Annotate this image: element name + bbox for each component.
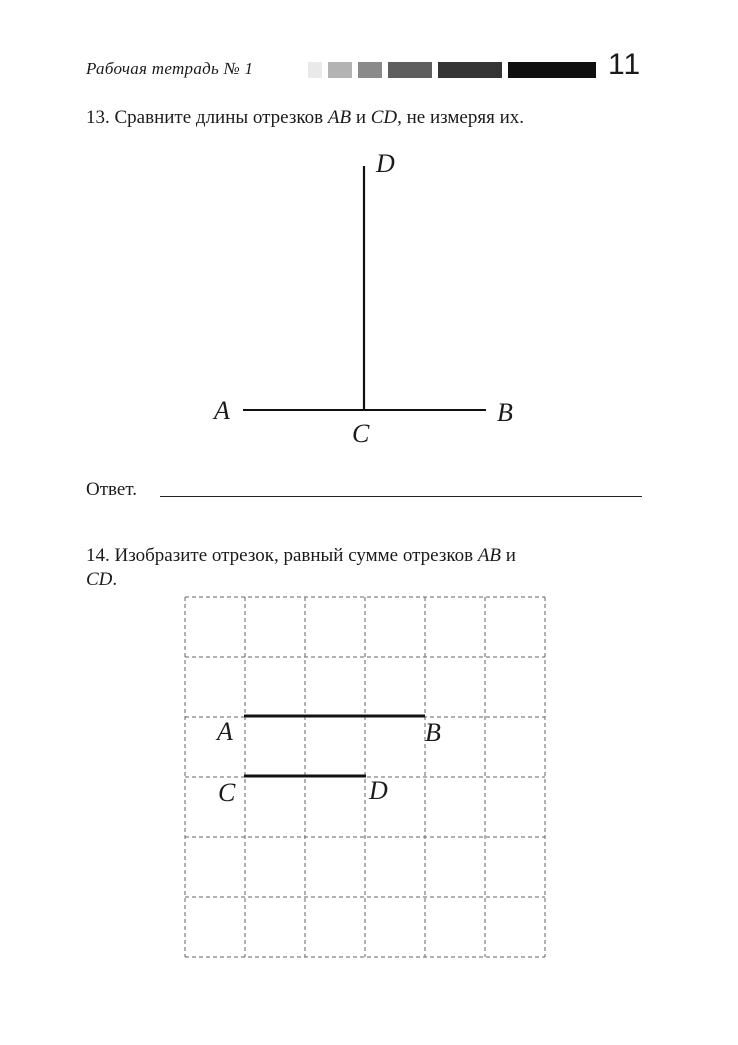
task-text: . — [112, 569, 118, 590]
task-text: Изобразите отрезок, равный сумме отрезков — [109, 545, 478, 566]
task-text: и — [501, 545, 516, 566]
point-label-c: C — [218, 778, 236, 807]
workbook-title: Рабочая тетрадь № 1 — [86, 59, 254, 78]
segment-label: AB — [477, 545, 502, 566]
task-number: 14. — [86, 545, 110, 566]
task-14-grid-figure — [0, 580, 738, 970]
point-label-b: B — [425, 718, 441, 747]
point-label-a: A — [214, 396, 230, 425]
task-13-figure — [0, 0, 738, 470]
answer-line[interactable] — [160, 496, 642, 497]
segment-label: CD — [370, 107, 398, 128]
task-number: 13. — [86, 107, 110, 128]
segment-label: CD — [86, 569, 113, 590]
point-label-d: D — [369, 776, 388, 805]
answer-label: Ответ. — [86, 479, 137, 500]
task-text: , не измеряя их. — [397, 107, 524, 128]
task-text: Сравните длины отрезков — [109, 107, 328, 128]
point-label-d: D — [376, 149, 395, 178]
point-label-a: A — [217, 717, 233, 746]
segment-label: AB — [327, 107, 352, 128]
point-label-b: B — [497, 398, 513, 427]
page-number: 11 — [608, 48, 642, 81]
point-label-c: C — [352, 419, 370, 448]
task-text: и — [351, 107, 371, 128]
